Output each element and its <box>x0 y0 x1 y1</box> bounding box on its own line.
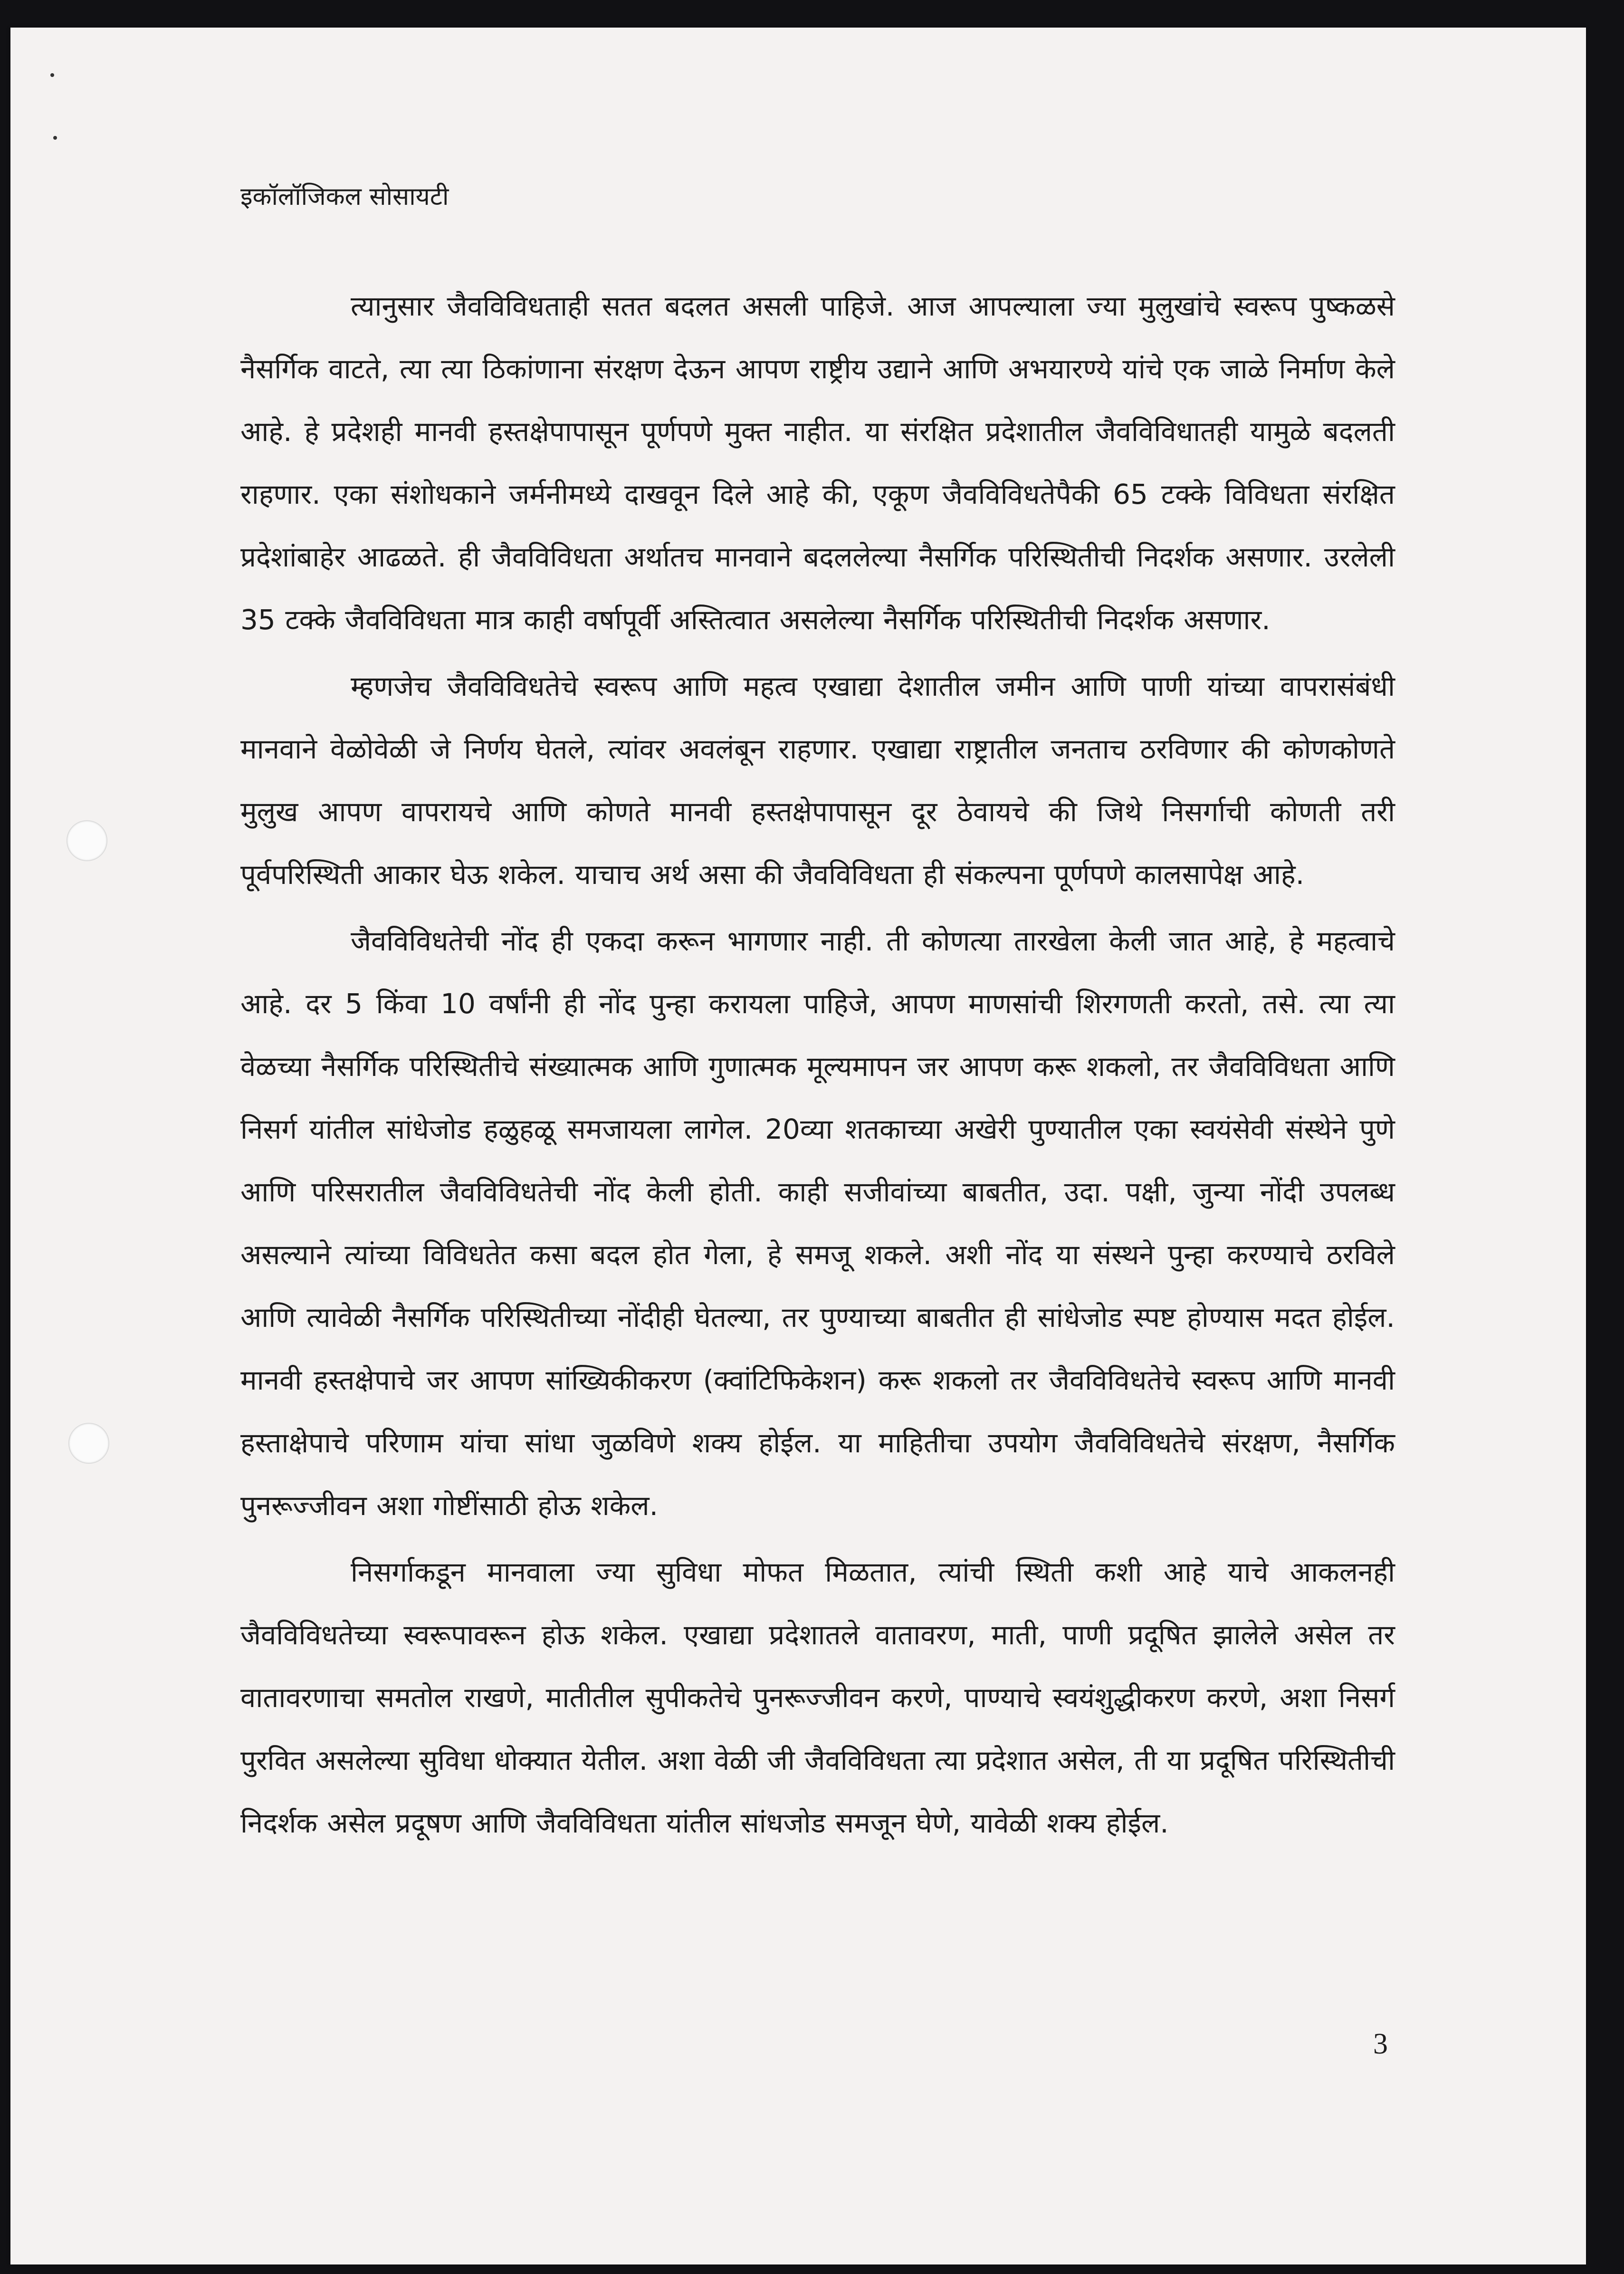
document-page <box>10 28 1586 2264</box>
paragraph-3: जैवविविधतेची नोंद ही एकदा करून भागणार नाही. ती कोणत्या तारखेला केली जात आहे, हे महत्वाचे आहे. दर 5 किंवा 10 वर्षांनी ही नोंद पुन्हा करायला पाहिजे, आपण माणसांची शिरगणती करतो, तसे. त्या त्या वेळच्या नैसर्गिक परिस्थितीचे संख्यात्मक आणि गुणात्मक मूल्यमापन जर आपण करू शकलो, तर जैवविविधता आणि निसर्ग यांतील सांधेजोड हळुहळू समजायला लागेल. 20व्या शतकाच्या अखेरी पुण्यातील एका स्वयंसेवी संस्थेने पुणे आणि परिसरातील जैवविविधतेची नोंद केली होती. काही सजीवांच्या बाबतीत, उदा. पक्षी, जुन्या नोंदी उपलब्ध असल्याने त्यांच्या विविधतेत कसा बदल होत गेला, हे समजू शकले. अशी नोंद या संस्थने पुन्हा करण्याचे ठरविले आणि त्यावेळी नैसर्गिक परिस्थितीच्या नोंदीही घेतल्या, तर पुण्याच्या बाबतीत ही सांधेजोड स्पष्ट होण्यास मदत होईल. मानवी हस्तक्षेपाचे जर आपण सांख्यिकीकरण (क्वांटिफिकेशन) करू शकलो तर जैवविविधतेचे स्वरूप आणि मानवी हस्ताक्षेपाचे परिणाम यांचा सांधा जुळविणे शक्य होईल. या माहितीचा उपयोग जैवविविधतेचे संरक्षण, नैसर्गिक पुनरूज्जीवन अशा गोष्टींसाठी होऊ शकेल. <box>240 925 1395 1522</box>
paragraph-2: म्हणजेच जैवविविधतेचे स्वरूप आणि महत्व एखाद्या देशातील जमीन आणि पाणी यांच्या वापरासंबंधी मानवाने वेळोवेळी जे निर्णय घेतले, त्यांवर अवलंबून राहणार. एखाद्या राष्ट्रातील जनताच ठरविणार की कोणकोणते मुलुख आपण वापरायचे आणि कोणते मानवी हस्तक्षेपापासून दूर ठेवायचे की जिथे निसर्गाची कोणती तरी पूर्वपरिस्थिती आकार घेऊ शकेल. याचाच अर्थ असा की जैवविविधता ही संकल्पना पूर्णपणे कालसापेक्ष आहे. <box>240 670 1395 891</box>
paper-speck <box>50 73 54 77</box>
punch-hole-top <box>67 820 107 861</box>
paragraph-4: निसर्गाकडून मानवाला ज्या सुविधा मोफत मिळतात, त्यांची स्थिती कशी आहे याचे आकलनही जैवविविधतेच्या स्वरूपावरून होऊ शकेल. एखाद्या प्रदेशातले वातावरण, माती, पाणी प्रदूषित झालेले असेल तर वातावरणाचा समतोल राखणे, मातीतील सुपीकतेचे पुनरूज्जीवन करणे, पाण्याचे स्वयंशुद्धीकरण करणे, अशा निसर्ग पुरवित असलेल्या सुविधा धोक्यात येतील. अशा वेळी जी जैवविविधता त्या प्रदेशात असेल, ती या प्रदूषित परिस्थितीची निदर्शक असेल प्रदूषण आणि जैवविविधता यांतील सांधजोड समजून घेणे, यावेळी शक्य होईल. <box>240 1556 1395 1839</box>
paper-speck <box>53 136 57 140</box>
page-number: 3 <box>1373 2028 1388 2060</box>
document-body <box>240 275 1395 1858</box>
paragraph-1: त्यानुसार जैवविविधताही सतत बदलत असली पाहिजे. आज आपल्याला ज्या मुलुखांचे स्वरूप पुष्कळसे नैसर्गिक वाटते, त्या त्या ठिकांणाना संरक्षण देऊन आपण राष्ट्रीय उद्याने आणि अभयारण्ये यांचे एक जाळे निर्माण केले आहे. हे प्रदेशही मानवी हस्तक्षेपापासून पूर्णपणे मुक्त नाहीत. या संरक्षित प्रदेशातील जैवविविधातही यामुळे बदलती राहणार. एका संशोधकाने जर्मनीमध्ये दाखवून दिले आहे की, एकूण जैवविविधतेपैकी 65 टक्के विविधता संरक्षित प्रदेशांबाहेर आढळते. ही जैवविविधता अर्थातच मानवाने बदललेल्या नैसर्गिक परिस्थितीची निदर्शक असणार. उरलेली 35 टक्के जैवविविधता मात्र काही वर्षापूर्वी अस्तित्वात असलेल्या नैसर्गिक परिस्थितीची निदर्शक असणार. <box>240 290 1395 636</box>
punch-hole-bottom <box>68 1423 109 1464</box>
running-header: इकॉलॉजिकल सोसायटी <box>240 182 449 211</box>
